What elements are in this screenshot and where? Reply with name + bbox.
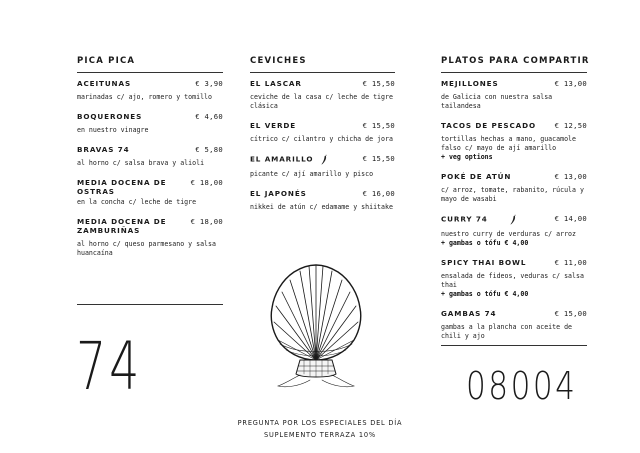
item-name: GAMBAS 74 xyxy=(441,309,497,318)
item-name: EL JAPONÉS xyxy=(250,189,307,198)
item-price: € 15,50 xyxy=(362,154,395,163)
item-name: BRAVAS 74 xyxy=(77,145,130,154)
menu-item xyxy=(441,172,587,204)
item-name: CURRY 74 xyxy=(441,214,517,225)
item-description: en nuestro vinagre xyxy=(77,126,149,134)
item-name: MEJILLONES xyxy=(441,79,499,88)
item-description: al horno c/ salsa brava y alioli xyxy=(77,159,205,167)
menu-item xyxy=(250,189,395,212)
chili-icon xyxy=(321,154,328,165)
item-name: EL VERDE xyxy=(250,121,297,130)
menu-section-ceviches xyxy=(250,50,395,222)
menu-item xyxy=(441,121,587,162)
menu-item xyxy=(77,112,223,135)
item-price: € 3,90 xyxy=(195,79,223,88)
item-description: nikkei de atún c/ edamame y shiitake xyxy=(250,203,393,211)
footer-notes xyxy=(200,417,440,441)
item-price: € 11,00 xyxy=(554,258,587,267)
item-extra: + gambas o tófu € 4,00 xyxy=(441,239,529,247)
item-price: € 15,00 xyxy=(554,309,587,318)
menu-item xyxy=(77,145,223,168)
item-name: POKÉ DE ATÚN xyxy=(441,172,512,181)
menu-item xyxy=(250,121,395,144)
menu-item xyxy=(77,79,223,102)
menu-section-platos-para-compartir xyxy=(441,50,590,351)
divider xyxy=(441,345,587,346)
menu-item xyxy=(77,217,223,258)
item-description: c/ arroz, tomate, rabanito, rúcula y mayo de wasabi xyxy=(441,186,584,203)
item-price: € 15,50 xyxy=(362,79,395,88)
menu-item xyxy=(441,309,587,341)
item-description: picante c/ ají amarillo y pisco xyxy=(250,170,374,178)
item-price: € 18,00 xyxy=(190,217,223,226)
item-price: € 13,00 xyxy=(554,79,587,88)
item-description: gambas a la plancha con aceite de chili y ajo xyxy=(441,323,573,340)
menu-item xyxy=(77,178,223,207)
footer-terrace-surcharge: SUPLEMENTO TERRAZA 10% xyxy=(264,431,376,439)
chili-icon xyxy=(510,214,517,225)
item-name: EL LASCAR xyxy=(250,79,302,88)
item-price: € 4,60 xyxy=(195,112,223,121)
item-description: de Galicia con nuestra salsa tailandesa xyxy=(441,93,553,110)
item-description: ceviche de la casa c/ leche de tigre clásica xyxy=(250,93,393,110)
item-name: EL AMARILLO xyxy=(250,154,328,165)
item-price: € 14,00 xyxy=(554,214,587,223)
item-extra: + veg options xyxy=(441,153,493,161)
item-name: MEDIA DOCENA DE ZAMBURIÑAS xyxy=(77,217,167,235)
section-title: PLATOS PARA COMPARTIR xyxy=(441,56,587,73)
item-name: ACEITUNAS xyxy=(77,79,132,88)
item-name: SPICY THAI BOWL xyxy=(441,258,527,267)
item-price: € 18,00 xyxy=(190,178,223,187)
divider xyxy=(77,304,223,305)
item-description: ensalada de fideos, veduras c/ salsa thai xyxy=(441,272,584,289)
item-description: en la concha c/ leche de tigre xyxy=(77,198,197,206)
item-name: MEDIA DOCENA DE OSTRAS xyxy=(77,178,167,196)
item-description: tortillas hechas a mano, guacamole falso c/ mayo de ají amarillo xyxy=(441,135,576,152)
menu-item xyxy=(250,154,395,179)
item-description: marinadas c/ ajo, romero y tomillo xyxy=(77,93,212,101)
menu-item xyxy=(441,79,587,111)
item-description: al horno c/ queso parmesano y salsa huancaína xyxy=(77,240,216,257)
item-description: cítrico c/ cilantro y chicha de jora xyxy=(250,135,393,143)
section-title: PICA PICA xyxy=(77,56,223,73)
section-title: CEVICHES xyxy=(250,56,395,73)
item-price: € 16,00 xyxy=(362,189,395,198)
item-name: BOQUERONES xyxy=(77,112,143,121)
scallop-shell-icon xyxy=(270,262,362,390)
item-price: € 15,50 xyxy=(362,121,395,130)
menu-item xyxy=(250,79,395,111)
item-price: € 13,00 xyxy=(554,172,587,181)
menu-item xyxy=(441,214,587,248)
footer-specials: PREGUNTA POR LOS ESPECIALES DEL DÍA xyxy=(237,419,403,427)
item-extra: + gambas o tófu € 4,00 xyxy=(441,290,529,298)
menu-item xyxy=(441,258,587,299)
postcode: 08004 xyxy=(466,364,578,408)
item-price: € 12,50 xyxy=(554,121,587,130)
item-name: TACOS DE PESCADO xyxy=(441,121,537,130)
brand-number: 74 xyxy=(76,328,143,405)
item-price: € 5,80 xyxy=(195,145,223,154)
menu-section-pica-pica xyxy=(77,50,223,268)
item-description: nuestro curry de verduras c/ arroz xyxy=(441,230,576,238)
